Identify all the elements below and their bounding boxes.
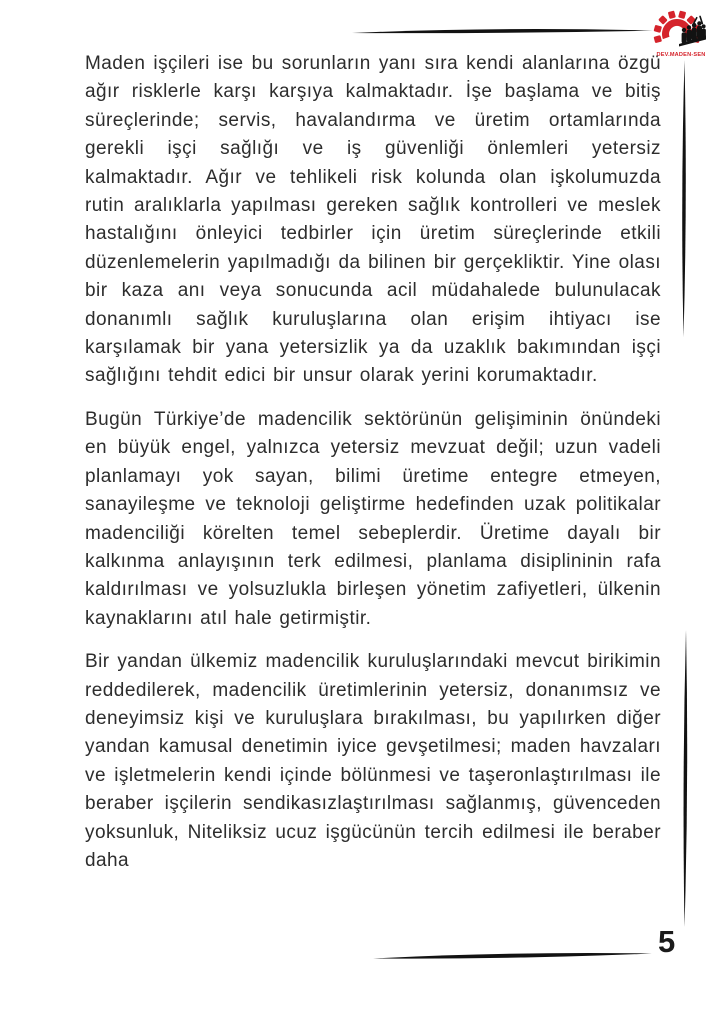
paragraph-1: Maden işçileri ise bu sorunların yanı sıra kendi alanlarına özgü ağır risklerle karşı karşıya kalmaktadır. İşe başlama ve bitiş süreçlerinde; servis, havalandırma ve üretim ortamlarında gerekli işçi sağlığı ve iş güvenliği önlemleri yetersiz kalmaktadır. Ağır ve tehlikeli risk kolunda olan işkolumuzda rutin aralıklarla yapılması gereken sağlık kontrolleri ve meslek hastalığını önleyici tedbirler için üretim süreçlerinde etkili düzenlemelerin yapılmadığı da bilinen bir gerçekliktir. Yine olası bir kaza anı veya sonucunda acil müdahalede bulunulacak donanımlı sağlık kuruluşlarına olan erişim ihtiyacı ise karşılamak bir yana yetersizlik ya da uzaklık bakımından işçi sağlığını tehdit edici bir unsur olarak yerini korumaktadır. (85, 53, 661, 387)
page-number: 5 (658, 924, 676, 959)
right-rule-lower (684, 630, 688, 927)
gear-workers-icon (650, 4, 712, 48)
body-text (85, 50, 661, 890)
paragraph-3: Bir yandan ülkemiz madencilik kuruluşlarındaki mevcut birikimin reddedilerek, madencilik üretimlerinin yetersiz, donanımsız ve deneyimsiz kişi ve kuruluşlara bırakılması, bu yapılırken diğer yandan kamusal denetimin iyice gevşetilmesi; maden havzaları ve işletmelerin kendi içinde bölünmesi ve taşeronlaştırılması ile beraber işçilerin sendikasızlaştırılması sağlanmış, güvenceden yoksunluk, Niteliksiz ucuz işgücünün tercih edilmesi ile beraber daha (85, 651, 661, 871)
paragraph-2: Bugün Türkiye’de madencilik sektörünün gelişiminin önündeki en büyük engel, yalnızca yetersiz mevzuat değil; uzun vadeli planlamayı yok sayan, bilimi üretime entegre etmeyen, sanayileşme ve teknoloji geliştirme hedefinden uzak politikalar madenciliği körelten temel sebeplerdir. Üretime dayalı bir kalkınma anlayışının terk edilmesi, planlama disiplininin rafa kaldırılması ve yolsuzlukla birleşen yönetim zafiyetleri, ülkenin kaynaklarını atıl hale getirmiştir. (85, 408, 661, 629)
logo-label: DEV.MADEN-SEN (656, 52, 706, 58)
bottom-rule (373, 953, 652, 959)
right-rule-upper (682, 60, 686, 337)
top-rule (352, 29, 653, 33)
